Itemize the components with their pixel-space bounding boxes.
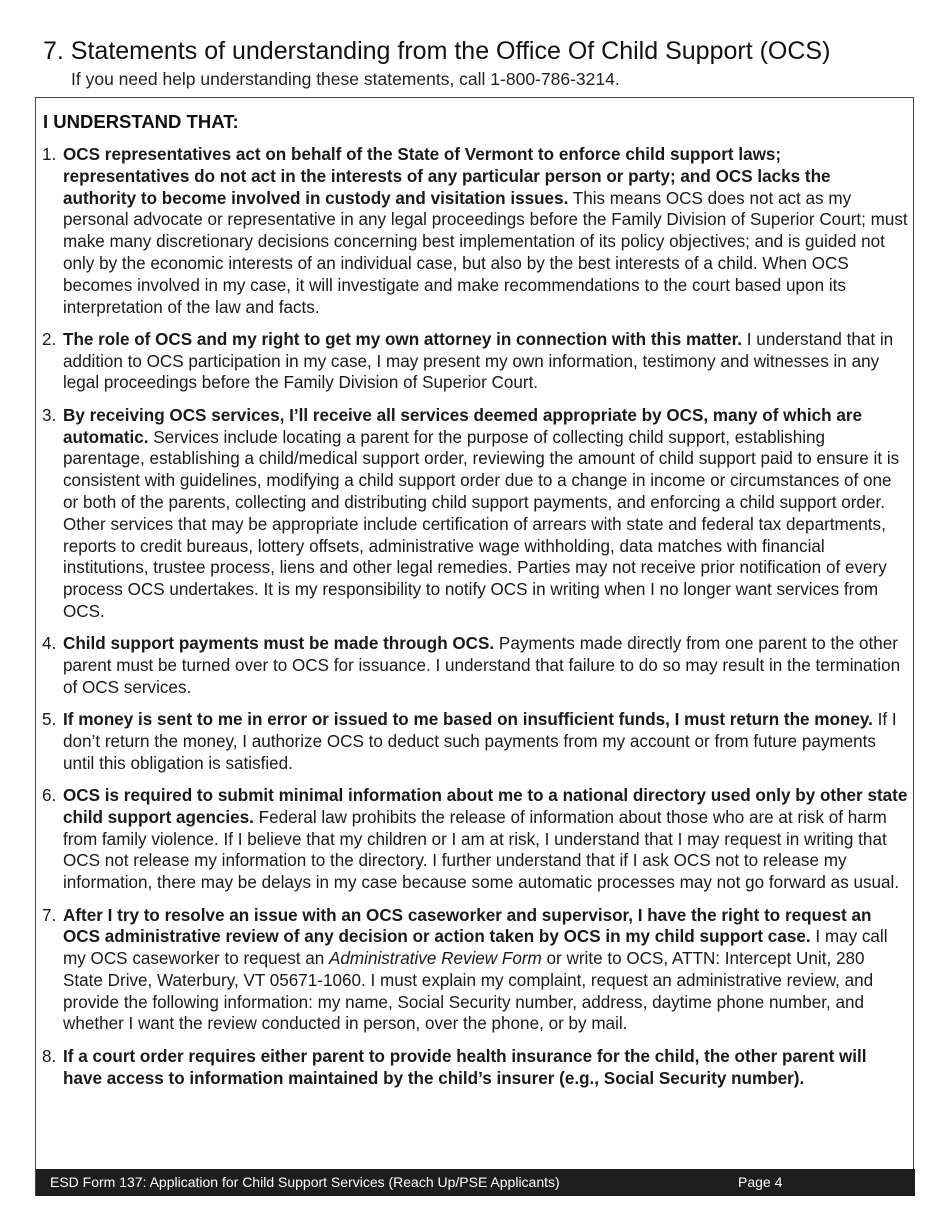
list-item [42,1046,908,1090]
list-item [42,405,908,623]
footer-form-title: ESD Form 137: Application for Child Support Services (Reach Up/PSE Applicants) [50,1174,560,1190]
item-number: 6. [42,786,57,806]
item-number: 7. [42,905,57,925]
item-text [63,633,908,698]
item-text [63,329,908,394]
item-lead: By receiving OCS services, I’ll receive all services deemed appropriate by OCS, many of which are automatic. [63,405,863,447]
section-title: 7. Statements of understanding from the Office Of Child Support (OCS) [43,37,831,65]
statements-list [42,144,908,1100]
item-number: 4. [42,634,57,654]
item-body: If I don’t return the money, I authorize OCS to deduct such payments from my account or from future payments until this obligation is satisfied. [63,710,897,773]
list-item [42,633,908,698]
item-lead: OCS representatives act on behalf of the State of Vermont to enforce child support laws; representatives do not act in the interests of any particular person or party; and OCS lacks the authority to become involved in custody and visitation issues. [63,145,831,208]
list-item [42,785,908,894]
item-body: Federal law prohibits the release of information about those who are at risk of harm from family violence. If I believe that my children or I am at risk, I understand that I may request in writing that OCS not release my information to the directory. I further understand that if I ask OCS not to release my information, there may be delays in my case because some automatic processes may not go forward as usual. [63,807,900,893]
page-footer [36,1169,915,1196]
item-text [63,785,908,894]
item-number: 5. [42,710,57,730]
item-body: This means OCS does not act as my personal advocate or representative in any legal proceedings before the Family Division of Superior Court; must make many discretionary decisions concerning best implementation of its policy objectives; and is guided not only by the economic interests of an individual case, but also by the best interests of a child. When OCS becomes involved in my case, it will investigate and make recommendations to the court based upon its interpretation of the law and facts. [63,188,908,317]
item-body-emphasis: Administrative Review Form [329,949,542,969]
footer-page-number: Page 4 [738,1174,783,1190]
item-number: 1. [42,145,57,164]
item-body-pre: I may call my OCS caseworker to request an [63,927,888,969]
item-text [63,144,908,318]
item-lead: If money is sent to me in error or issued to me based on insufficient funds, I must return the money. [63,710,873,730]
item-number: 3. [42,405,57,425]
item-lead: The role of OCS and my right to get my own attorney in connection with this matter. [63,329,743,349]
item-text [63,905,908,1036]
item-body: Services include locating a parent for the purpose of collecting child support, establishing parentage, establishing a child/medical support order, reviewing the amount of child support paid to ensure it is consistent with guidelines, modifying a child support order due to a change in income or circumstances of one or both of the parents, collecting and distributing child support payments, and enforcing a child support order. Other services that may be appropriate include certification of arrears with state and federal tax departments, reports to credit bureaus, lottery offsets, administrative wage withholding, data matches with financial institutions, trustee process, liens and other legal remedies. Parties may not receive prior notification of every process OCS undertakes. It is my responsibility to notify OCS in writing when I no longer want services from OCS. [63,427,900,621]
item-lead: Child support payments must be made through OCS. [63,634,495,654]
item-text [63,1046,908,1090]
item-number: 2. [42,329,57,349]
item-lead: If a court order requires either parent to provide health insurance for the child, the other parent will have access to information maintained by the child’s insurer (e.g., Social Security number). [63,1046,867,1088]
list-item [42,144,908,318]
list-item [42,905,908,1036]
item-body: Payments made directly from one parent to the other parent must be turned over to OCS for issuance. I understand that failure to do so may result in the termination of OCS services. [63,634,901,697]
item-lead: OCS is required to submit minimal information about me to a national directory used only by other state child support agencies. [63,786,908,827]
item-text [63,709,908,774]
box-title: I UNDERSTAND THAT: [43,111,239,132]
item-body: I understand that in addition to OCS participation in my case, I may present my own information, testimony and witnesses in any legal proceedings before the Family Division of Superior Court. [63,329,894,393]
item-text [63,405,908,623]
help-line: If you need help understanding these statements, call 1-800-786-3214. [71,69,620,89]
list-item [42,329,908,394]
item-lead: After I try to resolve an issue with an OCS caseworker and supervisor, I have the right to request an OCS administrative review of any decision or action taken by OCS in my child support case. [63,905,872,947]
item-number: 8. [42,1046,57,1066]
list-item [42,709,908,774]
statements-box [35,97,914,1196]
item-body: or write to OCS, ATTN: Intercept Unit, 280 State Drive, Waterbury, VT 05671-1060. I must explain my complaint, request an administrative review, and provide the following information: my name, Social Security number, address, daytime phone number, and whether I want the review conducted in person, over the phone, or by mail. [63,949,874,1034]
